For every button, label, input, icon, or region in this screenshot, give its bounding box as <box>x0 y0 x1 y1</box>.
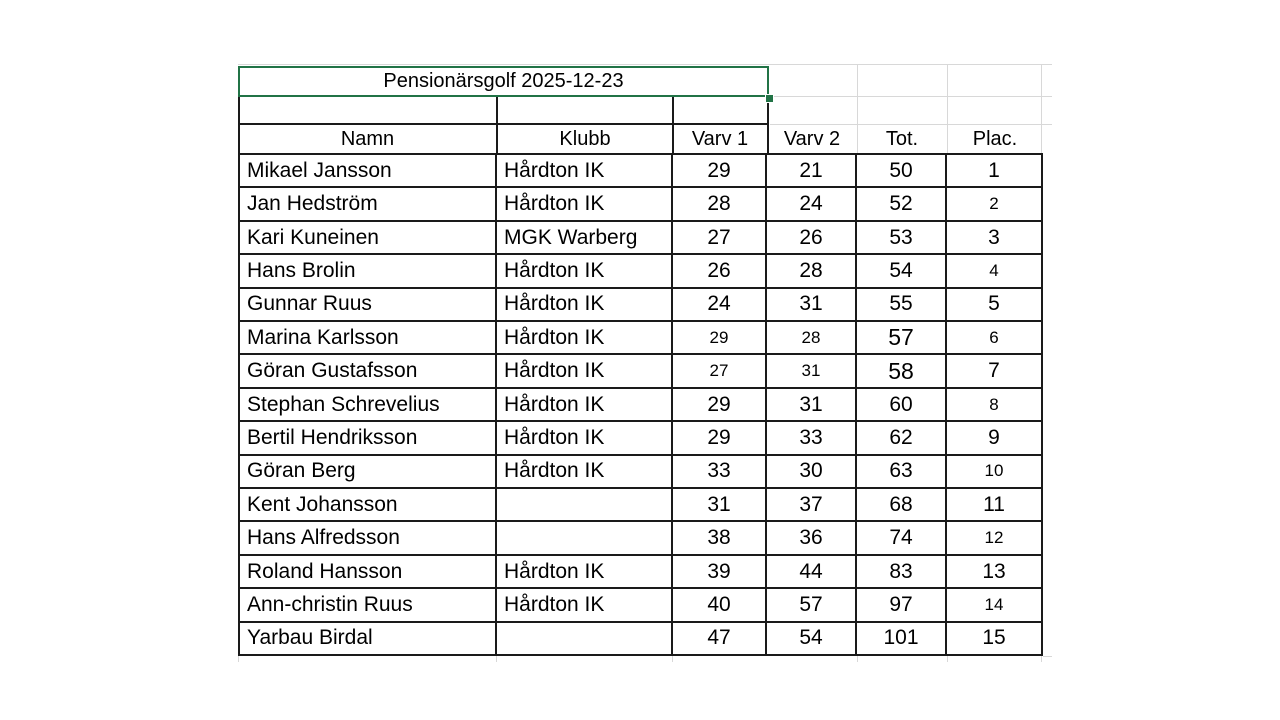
table-row <box>240 155 1041 188</box>
cell-varv2[interactable]: 54 <box>767 623 857 654</box>
cell-varv1[interactable]: 26 <box>673 255 767 286</box>
cell-plac[interactable]: 3 <box>988 225 1000 249</box>
cell-varv2[interactable]: 44 <box>767 556 857 587</box>
column-header-plac[interactable]: Plac. <box>972 128 1018 150</box>
cell-namn[interactable]: Bertil Hendriksson <box>240 422 497 453</box>
cell-varv2[interactable]: 37 <box>767 489 857 520</box>
gridline <box>238 656 239 662</box>
cell-namn[interactable]: Kent Johansson <box>240 489 497 520</box>
gridline <box>770 96 1052 97</box>
cell-varv1[interactable]: 40 <box>673 589 767 620</box>
cell-klubb[interactable] <box>497 623 673 654</box>
cell-tot[interactable]: 60 <box>857 389 947 420</box>
gridline <box>238 64 1052 65</box>
cell-namn[interactable]: Stephan Schrevelius <box>240 389 497 420</box>
cell-klubb[interactable]: Hårdton IK <box>497 155 673 186</box>
table-row <box>240 188 1041 221</box>
cell-tot[interactable]: 57 <box>857 322 947 353</box>
cell-varv1[interactable]: 29 <box>673 322 767 353</box>
sheet-title: Pensionärsgolf 2025-12-23 <box>383 70 624 92</box>
cell-tot[interactable]: 97 <box>857 589 947 620</box>
table-row <box>240 623 1041 654</box>
column-header-tot[interactable]: Tot. <box>885 128 919 150</box>
table-row <box>240 389 1041 422</box>
cell-varv2[interactable]: 24 <box>767 188 857 219</box>
cell-klubb[interactable]: Hårdton IK <box>497 556 673 587</box>
cell-namn[interactable]: Ann-christin Ruus <box>240 589 497 620</box>
cell-namn[interactable]: Jan Hedström <box>240 188 497 219</box>
cell-varv2[interactable]: 31 <box>767 355 857 386</box>
cell-varv1[interactable]: 29 <box>673 389 767 420</box>
cell-tot[interactable]: 83 <box>857 556 947 587</box>
cell-klubb[interactable]: Hårdton IK <box>497 422 673 453</box>
results-table-body <box>238 153 1043 656</box>
cell-tot[interactable]: 101 <box>857 623 947 654</box>
cell-varv2[interactable]: 57 <box>767 589 857 620</box>
cell-tot[interactable]: 50 <box>857 155 947 186</box>
cell-plac[interactable]: 6 <box>989 327 999 347</box>
cell-varv1[interactable]: 27 <box>673 222 767 253</box>
cell-plac[interactable]: 2 <box>989 194 999 214</box>
cell-varv1[interactable]: 47 <box>673 623 767 654</box>
cell-varv1[interactable]: 31 <box>673 489 767 520</box>
gridline <box>1043 656 1052 657</box>
cell-varv2[interactable]: 33 <box>767 422 857 453</box>
cell-namn[interactable]: Mikael Jansson <box>240 155 497 186</box>
cell-plac[interactable]: 15 <box>982 626 1006 650</box>
cell-plac[interactable]: 13 <box>982 559 1006 583</box>
table-row <box>240 489 1041 522</box>
cell-varv2[interactable]: 31 <box>767 289 857 320</box>
cell-plac[interactable]: 14 <box>984 594 1004 614</box>
cell-varv1[interactable]: 39 <box>673 556 767 587</box>
cell-plac[interactable]: 11 <box>983 492 1005 516</box>
cell-plac[interactable]: 5 <box>988 292 1000 316</box>
gridline <box>857 656 858 662</box>
cell-tot[interactable]: 63 <box>857 456 947 487</box>
cell-tot[interactable]: 74 <box>857 522 947 553</box>
cell-varv2[interactable]: 21 <box>767 155 857 186</box>
table-row <box>240 422 1041 455</box>
cell-varv2[interactable]: 28 <box>767 322 857 353</box>
table-row <box>240 322 1041 355</box>
cell-tot[interactable]: 55 <box>857 289 947 320</box>
cell-plac[interactable]: 9 <box>988 425 1000 449</box>
cell-namn[interactable]: Yarbau Birdal <box>240 623 497 654</box>
column-header-varv1[interactable]: Varv 1 <box>691 128 749 150</box>
cell-varv2[interactable]: 26 <box>767 222 857 253</box>
table-row <box>240 589 1041 622</box>
cell-varv1[interactable]: 24 <box>673 289 767 320</box>
cell-tot[interactable]: 62 <box>857 422 947 453</box>
cell-namn[interactable]: Marina Karlsson <box>240 322 497 353</box>
cell-tot[interactable]: 54 <box>857 255 947 286</box>
cell-tot[interactable]: 68 <box>857 489 947 520</box>
table-row <box>240 456 1041 489</box>
cell-namn[interactable]: Hans Alfredsson <box>240 522 497 553</box>
cell-plac[interactable]: 8 <box>989 394 999 414</box>
cell-plac[interactable]: 7 <box>988 359 1000 383</box>
cell-tot[interactable]: 52 <box>857 188 947 219</box>
column-header-varv2[interactable]: Varv 2 <box>783 128 841 150</box>
cell-plac[interactable]: 12 <box>984 528 1004 548</box>
cell-klubb[interactable]: Hårdton IK <box>497 289 673 320</box>
cell-klubb[interactable]: MGK Warberg <box>497 222 673 253</box>
cell-namn[interactable]: Kari Kuneinen <box>240 222 497 253</box>
title-cell[interactable] <box>238 66 769 97</box>
table-row <box>240 255 1041 288</box>
column-header-klubb[interactable]: Klubb <box>559 128 611 150</box>
cell-klubb[interactable] <box>497 489 673 520</box>
table-row <box>240 522 1041 555</box>
cell-varv2[interactable]: 30 <box>767 456 857 487</box>
cell-tot[interactable]: 58 <box>857 355 947 386</box>
cell-varv1[interactable]: 38 <box>673 522 767 553</box>
cell-klubb[interactable]: Hårdton IK <box>497 322 673 353</box>
table-row <box>240 355 1041 388</box>
cell-plac[interactable]: 1 <box>988 158 1000 182</box>
column-header-namn[interactable]: Namn <box>340 128 395 150</box>
table-row <box>240 222 1041 255</box>
cell-plac[interactable]: 4 <box>989 260 999 280</box>
cell-tot[interactable]: 53 <box>857 222 947 253</box>
cell-namn[interactable]: Hans Brolin <box>240 255 497 286</box>
gridline <box>1041 656 1042 662</box>
cell-klubb[interactable]: Hårdton IK <box>497 355 673 386</box>
cell-varv2[interactable]: 28 <box>767 255 857 286</box>
table-row <box>240 289 1041 322</box>
table-row <box>240 556 1041 589</box>
cell-varv1[interactable]: 27 <box>673 355 767 386</box>
cell-klubb[interactable]: Hårdton IK <box>497 589 673 620</box>
cell-klubb[interactable]: Hårdton IK <box>497 389 673 420</box>
cell-klubb[interactable]: Hårdton IK <box>497 255 673 286</box>
cell-varv2[interactable]: 31 <box>767 389 857 420</box>
selection-fill-handle[interactable] <box>765 94 774 103</box>
gridline <box>947 656 948 662</box>
cell-varv1[interactable]: 28 <box>673 188 767 219</box>
cell-namn[interactable]: Göran Berg <box>240 456 497 487</box>
cell-namn[interactable]: Gunnar Ruus <box>240 289 497 320</box>
cell-namn[interactable]: Göran Gustafsson <box>240 355 497 386</box>
header-row <box>238 125 1043 154</box>
cell-varv1[interactable]: 29 <box>673 155 767 186</box>
cell-klubb[interactable]: Hårdton IK <box>497 188 673 219</box>
cell-klubb[interactable] <box>497 522 673 553</box>
cell-varv1[interactable]: 33 <box>673 456 767 487</box>
cell-varv2[interactable]: 36 <box>767 522 857 553</box>
cell-plac[interactable]: 10 <box>984 461 1004 481</box>
gridline <box>672 656 673 662</box>
cell-klubb[interactable]: Hårdton IK <box>497 456 673 487</box>
gridline <box>496 656 497 662</box>
cell-varv1[interactable]: 29 <box>673 422 767 453</box>
cell-namn[interactable]: Roland Hansson <box>240 556 497 587</box>
